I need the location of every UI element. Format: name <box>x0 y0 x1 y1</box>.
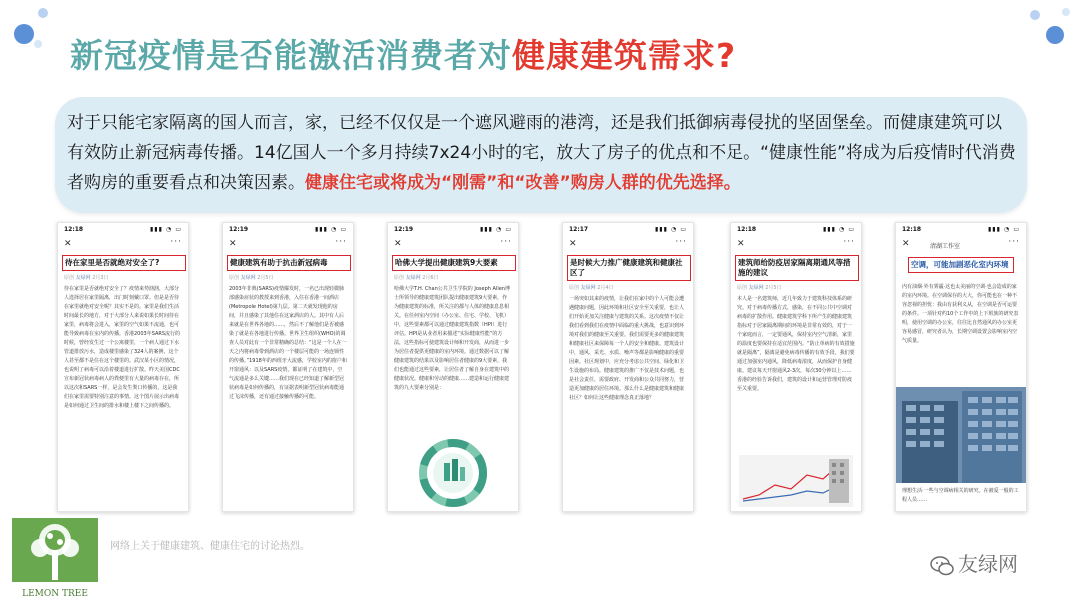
article-headline: 空调，可能加剧恶化室内环境 <box>908 257 1014 273</box>
status-time: 12:18 <box>737 226 757 233</box>
more-icon[interactable]: ··· <box>500 237 512 247</box>
article-meta: 原创 友绿网 2月5日 <box>229 275 274 281</box>
article-screenshot-6 <box>895 222 1027 512</box>
article-body: 一场突如其来的疫情，让我们在家中的个人可能会遭遇健康问题，因此环境和社区安全至关重要，也让人们开始更加关注健康与建筑的关系。这次疫情不仅让我们看到我们在疫情中面临的重大挑战，也意识到环境对我们的健康至关重要。我们需要更多的健康建筑和健康社区来保障每一个人的安全和健康。建筑设计中，通风、采光、水质、噪声等都是影响健康的重要因素。社区规划中，应充分考虑公共空间、绿化和卫生设施的布局。健康建筑的推广不仅是技术问题，也是社会责任，需要政府、开发商和公众共同努力，营造更加健康的居住环境。那么什么是健康建筑和健康社区？如何让这些健康理念真正落地？ <box>569 296 685 401</box>
building-photo <box>896 387 1026 483</box>
intro-text: 对于只能宅家隔离的国人而言，家，已经不仅仅是一个遮风避雨的港湾，还是我们抵御病毒侵扰的坚固堡垒。而健康建筑可以有效防止新冠病毒传播。14亿国人一个多月持续7x24小时的宅，放大了房子的优点和不足。“健康性能”将成为后疫情时代消费者购房的重要看点和决策因素。 <box>67 113 1016 193</box>
status-time: 12:18 <box>64 226 84 233</box>
status-time: 12:18 <box>902 226 922 233</box>
article-body: 内有油烟·外有雾霾·这也太美丽的空调·也会造成的家的室内环境。在空调保存的大大，你可能也在一种不容忽视的担忧：我由有获利义从，在空调是否可运要的条件。一项针对约10个工作中的上下班族的研究表明，使用空调的办公室，往往比自然通风的办公室更容易感冒，研究者认为，长期空调设置会影响室内空气质量。 <box>902 284 1019 344</box>
watermark-text: 友绿网 <box>958 552 1018 576</box>
signal-icon: ▮▮▮ ◔ ▭ <box>480 226 512 233</box>
article-body: 2003年非典(SARS)疫情爆发时，一名已出现轻微肺部感染症状的教授来到香港，入住在香港一间酒店(Metropole Hotel)第九层。第二天就发现他的房间，并且感染了其他住在这家酒店的人。其中有人后来就是在世界各地的……，然后不了解他们是否被感染了就是在各地进行传播。世界卫生组织(WHO)的调查人员对此有一个非常精确的总结：“这是一个人在一天之内将病毒带到酒店的一个楼层可能的一场连锁性的传播。”1918年的西班牙大流感，学校室内的窗户和开窗通风：以及SARS疫情，都证明了在建筑中，空气流通是多么关键……我们现在已经知道了解新型冠状病毒是如何传播的，有证据表明新型冠状病毒能通过飞沫传播，还有通过接触传播的可能。 <box>229 286 347 400</box>
airflow-chart-image <box>739 455 853 507</box>
status-time: 12:17 <box>569 226 589 233</box>
signal-icon: ▮▮▮ ◔ ▭ <box>655 226 687 233</box>
intro-box <box>55 97 1027 213</box>
signal-icon: ▮▮▮ ◔ ▭ <box>315 226 347 233</box>
signal-icon: ▮▮▮ ◔ ▭ <box>988 226 1020 233</box>
article-meta: 原创 友绿网 2月5日 <box>737 285 782 291</box>
article-headline: 建筑师给防疫居家隔离期通风等措施的建议 <box>735 255 859 281</box>
article-screenshot-5 <box>730 222 862 512</box>
article-caption: 理想生活·一些与空调病相关的研究。在被爱一般的工程人员…… <box>902 488 1019 503</box>
decorative-dot <box>34 40 42 48</box>
account-tag: 清湖工作室 <box>930 243 961 250</box>
article-meta: 原创 友绿网 2月6日 <box>394 275 439 281</box>
article-screenshot-4 <box>562 222 694 512</box>
slide-title <box>70 30 736 77</box>
title-part-1: 新冠疫情是否能激活消费者对 <box>70 36 512 75</box>
close-icon[interactable]: ✕ <box>737 239 745 249</box>
close-icon[interactable]: ✕ <box>229 239 237 249</box>
article-headline: 是时候大力推广健康建筑和健康社区了 <box>567 255 691 281</box>
more-icon[interactable]: ··· <box>1008 237 1020 247</box>
title-part-2: 健康建筑需求? <box>512 36 737 75</box>
footer-note: 网络上关于健康建筑、健康住宅的讨论热烈。 <box>110 541 310 552</box>
more-icon[interactable]: ··· <box>170 237 182 247</box>
signal-icon: ▮▮▮ ◔ ▭ <box>823 226 855 233</box>
more-icon[interactable]: ··· <box>843 237 855 247</box>
article-screenshot-2 <box>222 222 354 512</box>
more-icon[interactable]: ··· <box>335 237 347 247</box>
decorative-dot <box>1046 26 1064 44</box>
watermark <box>930 548 1018 577</box>
article-headline: 待在家里是否就绝对安全了? <box>62 255 186 271</box>
logo-text: LEMON TREE <box>22 589 88 599</box>
more-icon[interactable]: ··· <box>675 237 687 247</box>
close-icon[interactable]: ✕ <box>902 239 910 249</box>
signal-icon: ▮▮▮ ◔ ▭ <box>150 226 182 233</box>
article-meta: 原创 友绿网 2月3日 <box>64 275 109 281</box>
article-headline: 健康建筑有助于抗击新冠病毒 <box>227 255 351 271</box>
article-meta: 原创 友绿网 2月4日 <box>569 285 614 291</box>
lemon-tree-logo <box>10 518 100 600</box>
status-time: 12:19 <box>394 226 414 233</box>
article-headline: 哈佛大学提出健康建筑9大要素 <box>392 255 516 271</box>
close-icon[interactable]: ✕ <box>64 239 72 249</box>
article-screenshot-1 <box>57 222 189 512</box>
decorative-dot <box>1030 10 1040 20</box>
close-icon[interactable]: ✕ <box>569 239 577 249</box>
decorative-dot <box>14 24 34 44</box>
article-body: 本人是一名建筑师，近几年致力于建筑科技体系的研究。对于病毒传播方式，感染，在不同公共中空调对病毒的扩散作用。健康建筑学科下所产生的健康建筑指标对于居家隔离期间的环境是非常有效的，对于一个家庭而言，一定要通风，保持室内空气清新，家里的温度也要保持在适宜范围内。“防止单病的有效措施就是隔离”，隔离是避免病毒传播的有效手段。我们要通过加强室内通风，降低病毒浓度，从而保护自身健康。建议每天开窗通风2-3次，每次30分钟以上……香港的经验告诉我们，建筑的设计和运营管理对防疫至关重要。 <box>737 296 855 392</box>
intro-highlight: 健康住宅或将成为“刚需”和“改善”购房人群的优先选择。 <box>305 173 741 193</box>
health-building-diagram <box>396 437 510 507</box>
close-icon[interactable]: ✕ <box>394 239 402 249</box>
intro-paragraph <box>67 108 1017 198</box>
wechat-icon <box>930 555 954 577</box>
article-screenshot-3 <box>387 222 519 512</box>
article-body: 哈佛大学T.H. Chan公共卫生学院的 Joseph Allen博士所领导的健康建筑团队提出健康建筑9大要素，作为健康建筑的标准，所关注的都与人体的健康息息相关。在任何室内空间（办公室、住宅、学校、飞机）中，这些要素都可以通过健康建筑指数（HPI）进行评估。HPI是从业者用来描述“实际健康性能”的方法，这些指标可使建筑设计师和开发商，从而进一步为居住者提供更健康的室内环境。通过数据可以了解健康建筑的结果以及影响居住者健康的9大要素，我们也能通过这些要素，让居住者了解自身在建筑中的健康状况。健康和劳动的健康……建造和运行健康建筑的九大要素分别是： <box>394 286 510 391</box>
status-time: 12:19 <box>229 226 249 233</box>
article-body: 待在家里是否就绝对安全了？疫情来势汹汹，大部分人选择居在家里隔离，出门时刻戴口罩。但是是否待在家里就绝对安全呢？其实不是的。家里是我们生活时间最长的地方，对于大部分人来说如果长时间待在家里，病毒将会进入，家里的空气如果不流通，也可能导致病毒在室内的传播。香港2003年SARS流行的时候，曾经发生过一个公寓楼里，一个病人通过下水管道排放污水，造成楼里感染了324人的案例，这个人甚至都不是住在这个楼里的。武汉某小区的情况，也说明了病毒可以沿着楼道进行扩散。昨天美国CDC宣布新冠状病毒病人的粪便里有大量的病毒存在，所以这次和SARS一样，是会发生粪口传播的，这是我们在家里需要特别注意的事情。这个图片展示出病毒是如何通过卫生间的排水和楼上楼下之间传播的。 <box>64 286 181 409</box>
decorative-dot <box>38 8 48 18</box>
decorative-dot <box>1062 8 1070 16</box>
